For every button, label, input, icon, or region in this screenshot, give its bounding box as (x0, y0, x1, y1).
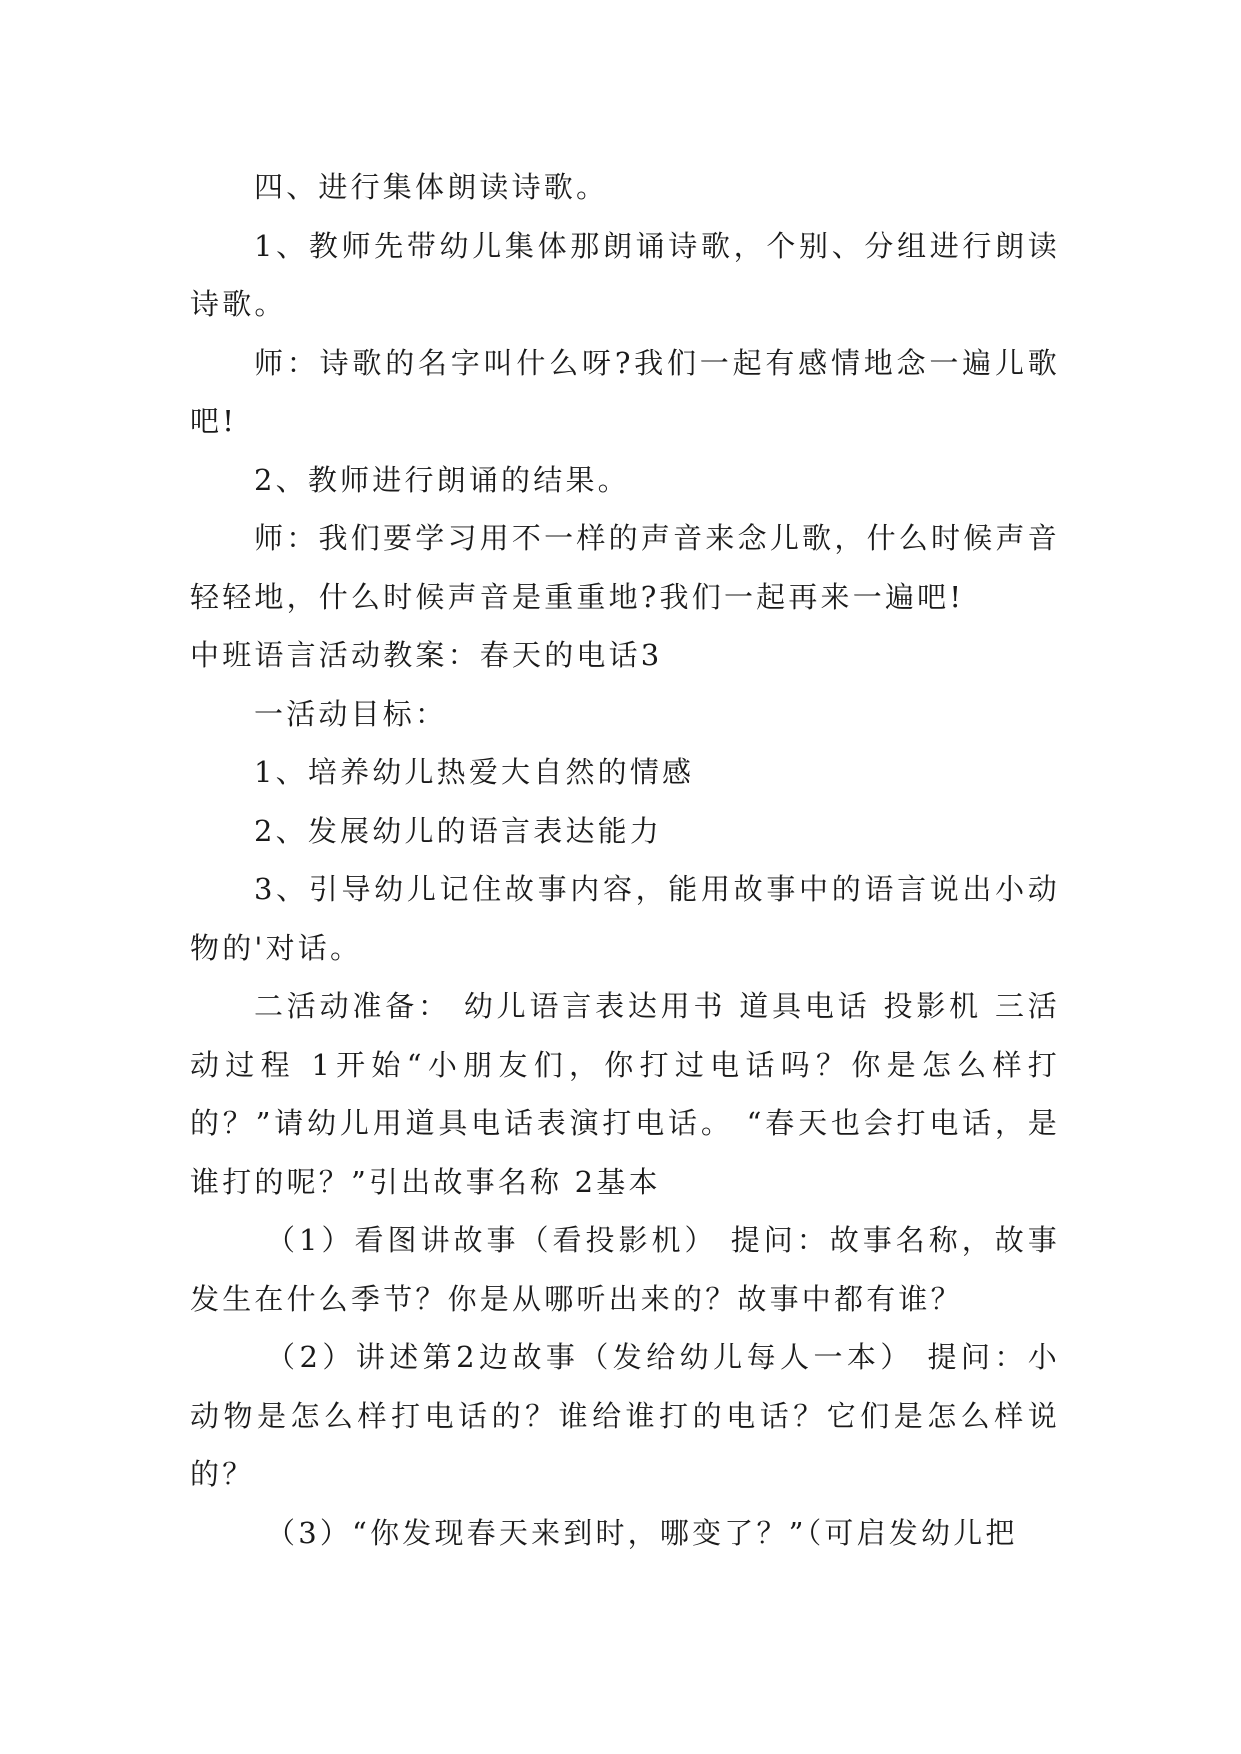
paragraph-activity-3: （3）“你发现春天来到时，哪变了？”（可启发幼儿把 (266, 1515, 1018, 1550)
section-heading-objectives: 一活动目标： (254, 696, 448, 731)
section-heading-collective-reading: 四、进行集体朗读诗歌。 (254, 170, 609, 204)
paragraph-teacher-prompt-1: 师：诗歌的名字叫什么呀?我们一起有感情地念一遍儿歌吧! (190, 345, 1060, 438)
document-body (190, 158, 1060, 1562)
objective-2: 2、发展幼儿的语言表达能力 (254, 813, 663, 848)
lesson-title: 中班语言活动教案：春天的电话3 (190, 638, 663, 672)
paragraph-teacher-prompt-2: 师：我们要学习用不一样的声音来念儿歌，什么时候声音轻轻地，什么时候声音是重重地?我们一起再来一遍吧! (190, 521, 1060, 614)
paragraph-step-2: 2、教师进行朗诵的结果。 (254, 462, 630, 497)
paragraph-preparation-and-process: 二活动准备： 幼儿语言表达用书 道具电话 投影机 三活动过程 1开始“小朋友们，你打过电话吗？你是怎么样打的？”请幼儿用道具电话表演打电话。 “春天也会打电话，是谁打的呢？”引出故事名称 2基本 (190, 989, 1060, 1199)
objective-1: 1、培养幼儿热爱大自然的情感 (254, 755, 695, 789)
paragraph-activity-1: （1）看图讲故事（看投影机） 提问：故事名称，故事发生在什么季节？你是从哪听出来的？故事中都有谁？ (190, 1223, 1060, 1316)
objective-3: 3、引导幼儿记住故事内容，能用故事中的语言说出小动物的'对话。 (190, 872, 1060, 965)
paragraph-activity-2: （2）讲述第2边故事（发给幼儿每人一本） 提问：小动物是怎么样打电话的？谁给谁打的电话？它们是怎么样说的？ (190, 1340, 1060, 1491)
paragraph-step-1: 1、教师先带幼儿集体那朗诵诗歌，个别、分组进行朗读诗歌。 (190, 228, 1060, 321)
